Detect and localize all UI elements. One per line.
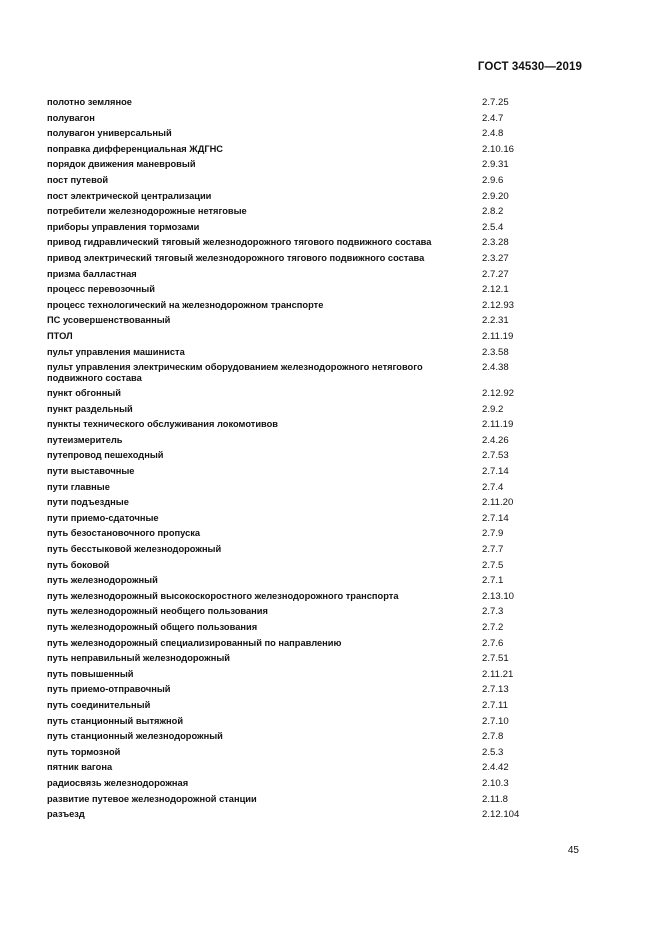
index-term: потребители железнодорожные нетяговые (47, 206, 247, 217)
index-entry (47, 175, 587, 191)
index-term: пункт обгонный (47, 388, 121, 399)
index-term: путь станционный вытяжной (47, 715, 184, 726)
index-term: пост путевой (47, 174, 109, 185)
index-term: путь неправильный железнодорожный (47, 653, 230, 664)
index-entry (47, 144, 587, 160)
index-term: пульт управления электрическим оборудованием железнодорожного нетягового подвижного состава (47, 362, 423, 384)
index-term: путь железнодорожный высокоскоростного железнодорожного транспорта (47, 590, 399, 601)
index-term: пути приемо-сдаточные (47, 512, 159, 523)
index-entry (47, 513, 587, 529)
index-entry (47, 331, 587, 347)
index-term: путь тормозной (47, 746, 121, 757)
index-entry (47, 497, 587, 513)
index-entry (47, 269, 587, 285)
index-entry (47, 622, 587, 638)
index-term: пункт раздельный (47, 403, 133, 414)
index-clause-number: 2.2.31 (482, 315, 509, 327)
index-clause-number: 2.9.6 (482, 174, 504, 186)
index-entry (47, 809, 587, 825)
index-clause-number: 2.7.10 (482, 715, 509, 727)
index-entry (47, 638, 587, 654)
index-term: привод гидравлический тяговый железнодорожного тягового подвижного состава (47, 237, 432, 248)
index-term: процесс перевозочный (47, 284, 155, 295)
page-number: 45 (567, 845, 579, 856)
index-entry (47, 435, 587, 451)
index-term: путь боковой (47, 559, 110, 570)
document-header: ГОСТ 34530—2019 (477, 61, 582, 73)
index-term: пути подъездные (47, 497, 129, 508)
index-term: пост электрической централизации (47, 190, 212, 201)
index-clause-number: 2.7.8 (482, 731, 504, 743)
index-entry (47, 191, 587, 207)
index-entry (47, 159, 587, 175)
index-clause-number: 2.7.6 (482, 637, 504, 649)
index-clause-number: 2.12.93 (482, 299, 515, 311)
index-entry (47, 575, 587, 591)
index-term: пятник вагона (47, 762, 113, 773)
index-clause-number: 2.7.14 (482, 466, 509, 478)
index-entry (47, 419, 587, 435)
index-term: разъезд (47, 809, 85, 820)
index-entry (47, 300, 587, 316)
index-term: привод электрический тяговый железнодорожного тягового подвижного состава (47, 252, 425, 263)
index-term: полувагон универсальный (47, 128, 172, 139)
index-entry (47, 528, 587, 544)
index-entry (47, 482, 587, 498)
index-entry (47, 653, 587, 669)
index-clause-number: 2.4.7 (482, 112, 504, 124)
index-term: путь соединительный (47, 699, 151, 710)
index-entry (47, 347, 587, 363)
index-entry (47, 404, 587, 420)
index-clause-number: 2.7.4 (482, 481, 504, 493)
index-entry (47, 700, 587, 716)
index-clause-number: 2.4.38 (482, 362, 509, 374)
index-entry (47, 253, 587, 269)
index-term: путь железнодорожный специализированный по направлению (47, 637, 342, 648)
index-clause-number: 2.5.4 (482, 221, 504, 233)
index-entry (47, 778, 587, 794)
index-entry (47, 762, 587, 778)
index-entry (47, 606, 587, 622)
index-entry (47, 388, 587, 404)
index-clause-number: 2.7.2 (482, 622, 504, 633)
index-term: призма балластная (47, 268, 137, 279)
index-clause-number: 2.3.58 (482, 346, 509, 358)
index-entry (47, 206, 587, 222)
index-clause-number: 2.11.20 (482, 497, 514, 509)
index-clause-number: 2.7.1 (482, 575, 504, 587)
index-clause-number: 2.12.104 (482, 809, 520, 821)
index-term: путепровод пешеходный (47, 450, 164, 461)
index-entry (47, 544, 587, 560)
index-term: пункты технического обслуживания локомотивов (47, 419, 279, 430)
index-term: полотно земляное (47, 97, 132, 107)
index-entry (47, 466, 587, 482)
index-entry (47, 362, 587, 388)
index-entry (47, 237, 587, 253)
index-term: пути главные (47, 481, 110, 492)
index-term: путь железнодорожный общего пользования (47, 622, 258, 632)
index-term: путь железнодорожный (47, 575, 158, 586)
index-clause-number: 2.3.28 (482, 237, 509, 249)
index-term: путь безостановочного пропуска (47, 528, 201, 539)
index-clause-number: 2.7.9 (482, 528, 504, 540)
index-entry (47, 450, 587, 466)
index-term: полувагон (47, 112, 95, 123)
index-entry (47, 669, 587, 685)
index-term: процесс технологический на железнодорожном транспорте (47, 299, 324, 310)
index-clause-number: 2.11.21 (482, 668, 514, 680)
index-term: путь станционный железнодорожный (47, 731, 223, 742)
index-entry (47, 591, 587, 607)
index-clause-number: 2.9.2 (482, 403, 504, 415)
index-term: приборы управления тормозами (47, 221, 200, 232)
index-term: путеизмеритель (47, 434, 123, 445)
index-term: ПС усовершенствованный (47, 315, 171, 326)
index-clause-number: 2.12.92 (482, 388, 515, 400)
index-term: пути выставочные (47, 466, 135, 477)
index-term: поправка дифференциальная ЖДГНС (47, 143, 224, 154)
index-clause-number: 2.9.31 (482, 159, 509, 171)
index-clause-number: 2.7.53 (482, 450, 509, 462)
index-entry (47, 315, 587, 331)
index-clause-number: 2.7.11 (482, 699, 508, 711)
index-clause-number: 2.5.3 (482, 746, 504, 758)
index-clause-number: 2.11.19 (482, 330, 514, 342)
index-clause-number: 2.7.5 (482, 559, 504, 571)
index-entry (47, 222, 587, 238)
index-clause-number: 2.8.2 (482, 206, 504, 218)
index-clause-number: 2.7.3 (482, 606, 504, 618)
index-term: радиосвязь железнодорожная (47, 777, 189, 788)
index-entry (47, 794, 587, 810)
term-index (47, 97, 587, 825)
index-term: путь приемо-отправочный (47, 684, 171, 695)
index-entry (47, 560, 587, 576)
index-entry (47, 731, 587, 747)
index-term: пульт управления машиниста (47, 346, 185, 357)
index-clause-number: 2.4.26 (482, 434, 509, 446)
index-term: порядок движения маневровый (47, 159, 196, 170)
index-clause-number: 2.7.7 (482, 544, 504, 556)
index-clause-number: 2.11.19 (482, 419, 514, 431)
index-entry (47, 128, 587, 144)
index-clause-number: 2.7.25 (482, 97, 509, 108)
index-clause-number: 2.3.27 (482, 252, 509, 264)
index-clause-number: 2.12.1 (482, 284, 509, 296)
index-term: путь повышенный (47, 668, 134, 679)
index-entry (47, 716, 587, 732)
index-clause-number: 2.10.16 (482, 143, 515, 155)
index-clause-number: 2.9.20 (482, 190, 509, 202)
index-clause-number: 2.7.14 (482, 512, 509, 524)
index-term: путь железнодорожный необщего пользования (47, 606, 268, 617)
index-clause-number: 2.7.13 (482, 684, 509, 696)
index-term: развитие путевое железнодорожной станции (47, 793, 257, 804)
index-clause-number: 2.7.27 (482, 268, 509, 280)
index-term: путь бесстыковой железнодорожный (47, 544, 222, 555)
index-clause-number: 2.13.10 (482, 590, 515, 602)
index-clause-number: 2.4.42 (482, 762, 509, 774)
index-entry (47, 284, 587, 300)
index-clause-number: 2.7.51 (482, 653, 509, 665)
index-term: ПТОЛ (47, 330, 73, 341)
index-entry (47, 97, 587, 113)
index-entry (47, 684, 587, 700)
index-clause-number: 2.4.8 (482, 128, 504, 140)
index-entry (47, 113, 587, 129)
index-clause-number: 2.10.3 (482, 777, 509, 789)
index-clause-number: 2.11.8 (482, 793, 508, 805)
index-entry (47, 747, 587, 763)
